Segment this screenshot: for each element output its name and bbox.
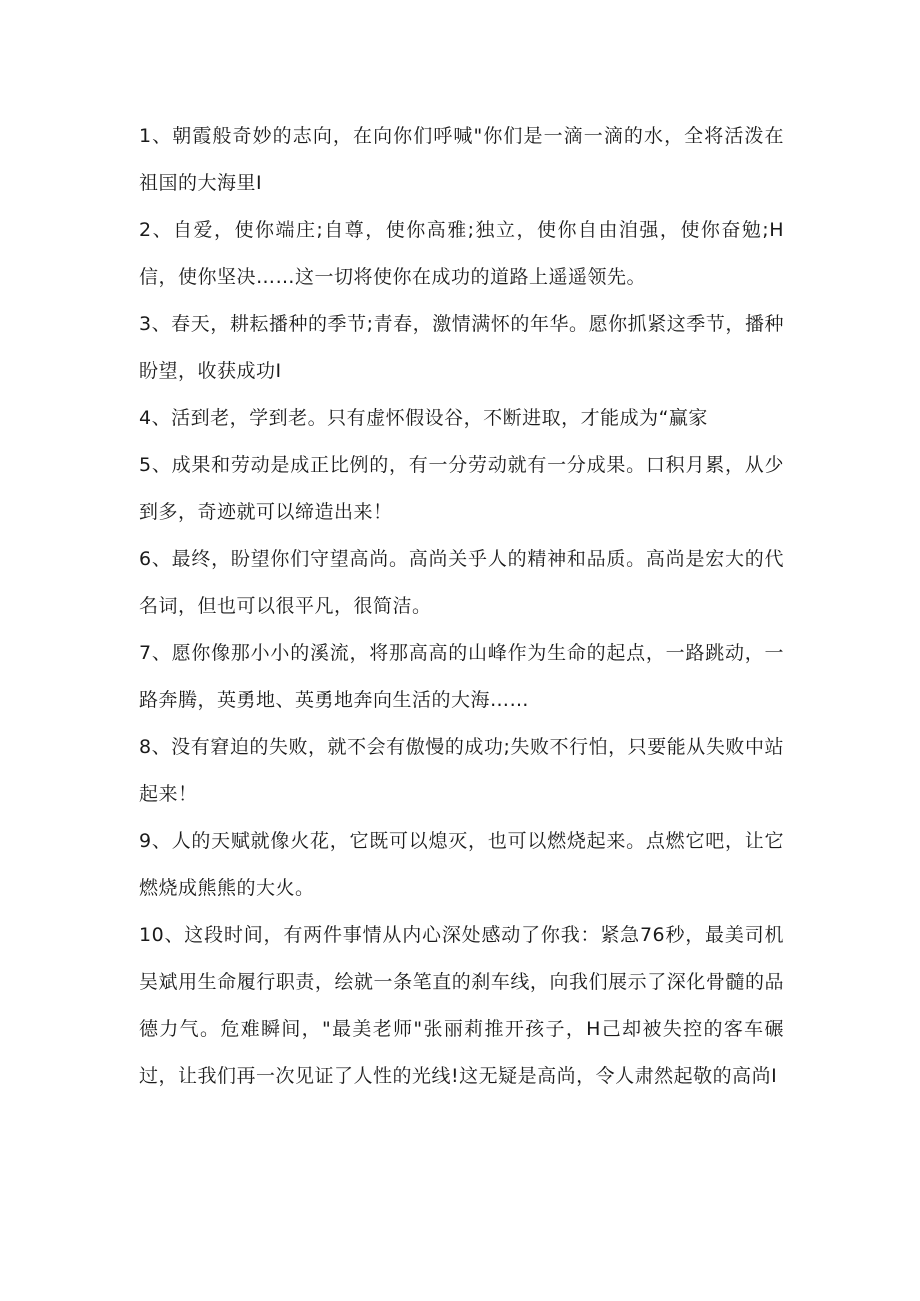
- paragraph-4: 4、活到老，学到老。只有虚怀假设谷，不断进取，才能成为“赢家: [139, 407, 708, 429]
- paragraph-1: 1、朝霞般奇妙的志向，在向你们呼喊"你们是一滴一滴的水，全将活泼在祖国的大海里I: [139, 125, 784, 194]
- paragraph-9: 9、人的天赋就像火花，它既可以熄灭，也可以燃烧起来。点燃它吧，让它燃烧成熊熊的大火。: [139, 830, 784, 899]
- paragraph-10: 10、这段时间，有两件事情从内心深处感动了你我：紧急76秒，最美司机吴斌用生命履行职责，绘就一条笔直的刹车线，向我们展示了深化骨髓的品德力气。危难瞬间，"最美老师"张丽莉推开孩子，H己却被失控的客车碾过，让我们再一次见证了人性的光线!这无疑是高尚，令人肃然起敬的高尚I: [139, 924, 784, 1087]
- document-body: [139, 113, 784, 1100]
- paragraph-7: 7、愿你像那小小的溪流，将那高高的山峰作为生命的起点，一路跳动，一路奔腾，英勇地、英勇地奔向生活的大海……: [139, 642, 784, 711]
- paragraph-8: 8、没有窘迫的失败，就不会有傲慢的成功;失败不行怕，只要能从失败中站起来！: [139, 736, 784, 805]
- paragraph-2: 2、自爱，使你端庄;自尊，使你高雅;独立，使你自由洎强，使你奋勉;H信，使你坚决……这一切将使你在成功的道路上遥遥领先。: [139, 219, 784, 288]
- paragraph-3: 3、春天，耕耘播种的季节;青春，激情满怀的年华。愿你抓紧这季节，播种盼望，收获成功I: [139, 313, 784, 382]
- paragraph-5: 5、成果和劳动是成正比例的，有一分劳动就有一分成果。口积月累，从少到多，奇迹就可以缔造出来！: [139, 454, 784, 523]
- paragraph-6: 6、最终，盼望你们守望高尚。高尚关乎人的精神和品质。高尚是宏大的代名词，但也可以很平凡，很简洁。: [139, 548, 784, 617]
